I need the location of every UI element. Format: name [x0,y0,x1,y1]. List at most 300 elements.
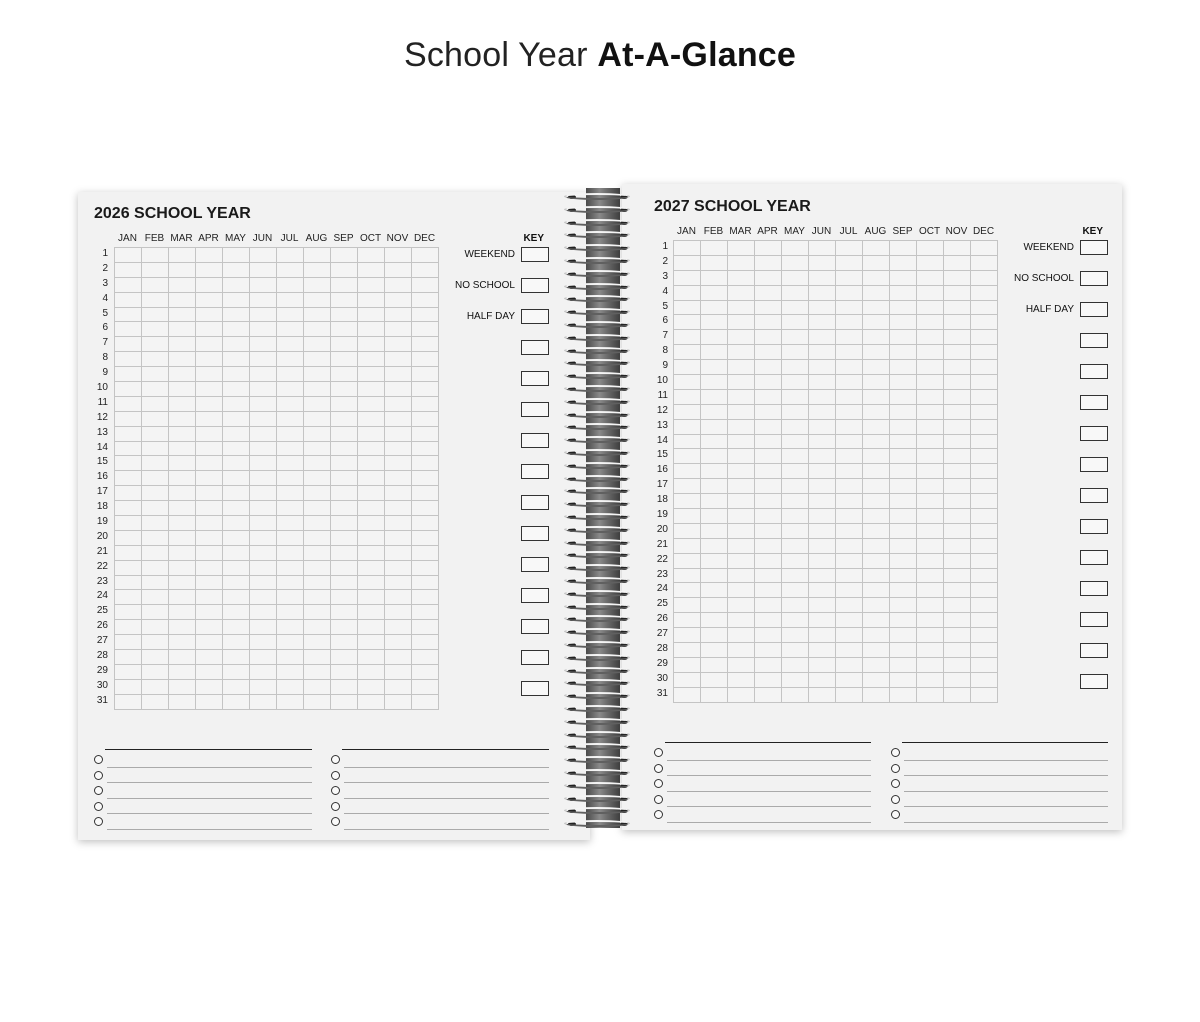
calendar-cell[interactable] [304,561,331,576]
note-line[interactable] [344,829,549,830]
calendar-cell[interactable] [890,286,917,301]
checkbox-circle[interactable] [331,786,340,795]
calendar-cell[interactable] [755,583,782,598]
calendar-cell[interactable] [223,650,250,665]
calendar-cell[interactable] [890,464,917,479]
calendar-cell[interactable] [277,590,304,605]
calendar-cell[interactable] [223,620,250,635]
calendar-cell[interactable] [809,464,836,479]
calendar-cell[interactable] [169,337,196,352]
calendar-cell[interactable] [250,322,277,337]
checkbox-circle[interactable] [654,748,663,757]
calendar-cell[interactable] [250,546,277,561]
key-color-box[interactable] [1080,674,1108,689]
calendar-cell[interactable] [331,471,358,486]
calendar-cell[interactable] [196,442,223,457]
calendar-cell[interactable] [196,590,223,605]
calendar-cell[interactable] [358,590,385,605]
calendar-cell[interactable] [755,658,782,673]
calendar-cell[interactable] [728,464,755,479]
calendar-cell[interactable] [250,278,277,293]
calendar-cell[interactable] [755,360,782,375]
calendar-cell[interactable] [917,390,944,405]
calendar-cell[interactable] [358,501,385,516]
key-color-box[interactable] [1080,240,1108,255]
checkbox-circle[interactable] [891,810,900,819]
calendar-cell[interactable] [277,248,304,263]
calendar-cell[interactable] [358,263,385,278]
calendar-cell[interactable] [169,263,196,278]
calendar-cell[interactable] [863,524,890,539]
calendar-cell[interactable] [223,367,250,382]
calendar-cell[interactable] [674,658,701,673]
calendar-cell[interactable] [358,397,385,412]
calendar-cell[interactable] [728,688,755,703]
calendar-cell[interactable] [196,308,223,323]
key-color-box[interactable] [1080,550,1108,565]
calendar-cell[interactable] [142,397,169,412]
calendar-cell[interactable] [863,673,890,688]
calendar-cell[interactable] [917,286,944,301]
calendar-cell[interactable] [701,643,728,658]
calendar-cell[interactable] [863,420,890,435]
checkbox-circle[interactable] [654,795,663,804]
calendar-cell[interactable] [917,583,944,598]
calendar-cell[interactable] [809,628,836,643]
calendar-cell[interactable] [782,628,809,643]
calendar-cell[interactable] [331,680,358,695]
calendar-cell[interactable] [277,471,304,486]
calendar-cell[interactable] [196,263,223,278]
calendar-cell[interactable] [809,435,836,450]
calendar-cell[interactable] [277,442,304,457]
calendar-cell[interactable] [890,256,917,271]
calendar-cell[interactable] [331,397,358,412]
calendar-cell[interactable] [674,509,701,524]
calendar-cell[interactable] [358,695,385,710]
calendar-cell[interactable] [863,449,890,464]
calendar-cell[interactable] [836,658,863,673]
calendar-cell[interactable] [115,665,142,680]
calendar-cell[interactable] [115,397,142,412]
calendar-cell[interactable] [674,345,701,360]
calendar-cell[interactable] [890,390,917,405]
calendar-cell[interactable] [169,650,196,665]
calendar-cell[interactable] [836,464,863,479]
calendar-cell[interactable] [890,613,917,628]
calendar-cell[interactable] [223,248,250,263]
calendar-cell[interactable] [250,456,277,471]
calendar-cell[interactable] [304,486,331,501]
calendar-cell[interactable] [115,561,142,576]
checkbox-circle[interactable] [331,771,340,780]
calendar-cell[interactable] [917,554,944,569]
calendar-cell[interactable] [836,301,863,316]
calendar-cell[interactable] [304,531,331,546]
calendar-cell[interactable] [223,308,250,323]
calendar-cell[interactable] [304,635,331,650]
calendar-grid[interactable] [673,240,998,703]
key-color-box[interactable] [1080,488,1108,503]
calendar-cell[interactable] [728,598,755,613]
calendar-cell[interactable] [196,248,223,263]
checkbox-circle[interactable] [654,764,663,773]
key-color-box[interactable] [521,464,549,479]
calendar-cell[interactable] [196,516,223,531]
calendar-cell[interactable] [863,315,890,330]
calendar-cell[interactable] [836,330,863,345]
calendar-cell[interactable] [674,628,701,643]
calendar-cell[interactable] [142,531,169,546]
calendar-cell[interactable] [809,286,836,301]
calendar-cell[interactable] [674,360,701,375]
key-color-box[interactable] [1080,271,1108,286]
calendar-cell[interactable] [169,248,196,263]
calendar-cell[interactable] [890,360,917,375]
key-color-box[interactable] [521,681,549,696]
checkbox-circle[interactable] [94,817,103,826]
calendar-cell[interactable] [755,643,782,658]
calendar-cell[interactable] [358,278,385,293]
calendar-cell[interactable] [304,412,331,427]
calendar-cell[interactable] [223,546,250,561]
calendar-cell[interactable] [250,561,277,576]
calendar-cell[interactable] [142,635,169,650]
calendar-cell[interactable] [277,665,304,680]
calendar-cell[interactable] [809,390,836,405]
calendar-cell[interactable] [223,352,250,367]
calendar-cell[interactable] [115,486,142,501]
calendar-cell[interactable] [277,293,304,308]
note-line[interactable] [667,822,871,823]
calendar-cell[interactable] [863,271,890,286]
calendar-cell[interactable] [836,435,863,450]
calendar-cell[interactable] [809,598,836,613]
calendar-cell[interactable] [358,605,385,620]
calendar-cell[interactable] [142,501,169,516]
calendar-cell[interactable] [836,271,863,286]
calendar-cell[interactable] [809,345,836,360]
calendar-cell[interactable] [674,241,701,256]
calendar-cell[interactable] [304,382,331,397]
calendar-cell[interactable] [115,605,142,620]
calendar-cell[interactable] [196,561,223,576]
calendar-cell[interactable] [169,293,196,308]
calendar-cell[interactable] [142,337,169,352]
calendar-cell[interactable] [142,456,169,471]
calendar-cell[interactable] [196,501,223,516]
calendar-cell[interactable] [917,598,944,613]
calendar-cell[interactable] [223,635,250,650]
calendar-cell[interactable] [115,322,142,337]
calendar-cell[interactable] [304,680,331,695]
calendar-cell[interactable] [304,546,331,561]
calendar-cell[interactable] [196,397,223,412]
key-color-box[interactable] [521,309,549,324]
calendar-cell[interactable] [728,286,755,301]
calendar-cell[interactable] [250,576,277,591]
calendar-cell[interactable] [701,390,728,405]
calendar-cell[interactable] [701,301,728,316]
calendar-cell[interactable] [250,382,277,397]
calendar-cell[interactable] [863,643,890,658]
calendar-cell[interactable] [809,301,836,316]
calendar-cell[interactable] [250,605,277,620]
calendar-cell[interactable] [223,263,250,278]
calendar-cell[interactable] [142,248,169,263]
calendar-cell[interactable] [223,501,250,516]
calendar-cell[interactable] [728,643,755,658]
calendar-cell[interactable] [142,561,169,576]
calendar-cell[interactable] [674,524,701,539]
calendar-cell[interactable] [223,516,250,531]
calendar-cell[interactable] [863,583,890,598]
calendar-cell[interactable] [782,375,809,390]
calendar-cell[interactable] [890,524,917,539]
calendar-cell[interactable] [701,405,728,420]
calendar-cell[interactable] [331,442,358,457]
calendar-cell[interactable] [169,695,196,710]
calendar-cell[interactable] [115,382,142,397]
calendar-cell[interactable] [223,680,250,695]
calendar-cell[interactable] [115,427,142,442]
calendar-cell[interactable] [836,405,863,420]
calendar-cell[interactable] [358,456,385,471]
calendar-cell[interactable] [169,427,196,442]
calendar-cell[interactable] [863,405,890,420]
calendar-cell[interactable] [863,301,890,316]
calendar-cell[interactable] [782,598,809,613]
calendar-cell[interactable] [701,330,728,345]
calendar-cell[interactable] [358,531,385,546]
calendar-cell[interactable] [728,435,755,450]
calendar-cell[interactable] [917,449,944,464]
calendar-cell[interactable] [782,315,809,330]
calendar-cell[interactable] [701,286,728,301]
key-color-box[interactable] [521,495,549,510]
calendar-cell[interactable] [358,665,385,680]
calendar-cell[interactable] [809,449,836,464]
calendar-cell[interactable] [917,420,944,435]
checkbox-circle[interactable] [331,817,340,826]
calendar-cell[interactable] [331,531,358,546]
calendar-cell[interactable] [836,569,863,584]
calendar-cell[interactable] [277,635,304,650]
calendar-cell[interactable] [331,293,358,308]
calendar-cell[interactable] [169,308,196,323]
calendar-cell[interactable] [917,688,944,703]
calendar-cell[interactable] [142,486,169,501]
calendar-cell[interactable] [755,256,782,271]
checkbox-circle[interactable] [94,802,103,811]
calendar-cell[interactable] [169,397,196,412]
calendar-cell[interactable] [304,471,331,486]
calendar-cell[interactable] [277,397,304,412]
calendar-cell[interactable] [250,531,277,546]
calendar-cell[interactable] [890,688,917,703]
calendar-cell[interactable] [169,382,196,397]
calendar-cell[interactable] [701,479,728,494]
calendar-cell[interactable] [755,271,782,286]
calendar-cell[interactable] [836,539,863,554]
key-color-box[interactable] [1080,581,1108,596]
calendar-cell[interactable] [115,308,142,323]
calendar-cell[interactable] [250,367,277,382]
calendar-cell[interactable] [277,516,304,531]
calendar-cell[interactable] [304,576,331,591]
calendar-cell[interactable] [890,449,917,464]
calendar-cell[interactable] [304,650,331,665]
calendar-cell[interactable] [863,435,890,450]
calendar-cell[interactable] [169,546,196,561]
calendar-cell[interactable] [196,471,223,486]
calendar-cell[interactable] [701,360,728,375]
key-color-box[interactable] [521,650,549,665]
calendar-cell[interactable] [809,256,836,271]
calendar-cell[interactable] [782,673,809,688]
calendar-cell[interactable] [755,539,782,554]
calendar-cell[interactable] [115,680,142,695]
calendar-cell[interactable] [809,569,836,584]
calendar-cell[interactable] [223,442,250,457]
calendar-cell[interactable] [782,539,809,554]
calendar-cell[interactable] [304,248,331,263]
calendar-cell[interactable] [674,569,701,584]
calendar-cell[interactable] [836,673,863,688]
calendar-cell[interactable] [674,479,701,494]
calendar-cell[interactable] [701,628,728,643]
calendar-cell[interactable] [917,271,944,286]
calendar-cell[interactable] [304,263,331,278]
calendar-cell[interactable] [863,464,890,479]
checkbox-circle[interactable] [94,786,103,795]
calendar-cell[interactable] [196,322,223,337]
calendar-cell[interactable] [701,569,728,584]
calendar-cell[interactable] [196,352,223,367]
calendar-cell[interactable] [304,367,331,382]
calendar-cell[interactable] [917,509,944,524]
calendar-cell[interactable] [755,405,782,420]
calendar-cell[interactable] [250,412,277,427]
calendar-cell[interactable] [917,673,944,688]
calendar-cell[interactable] [142,516,169,531]
calendar-cell[interactable] [809,405,836,420]
calendar-cell[interactable] [169,501,196,516]
key-color-box[interactable] [521,371,549,386]
calendar-cell[interactable] [863,256,890,271]
calendar-cell[interactable] [115,248,142,263]
calendar-cell[interactable] [358,471,385,486]
notes-heading-line[interactable] [342,749,549,750]
calendar-cell[interactable] [728,539,755,554]
calendar-cell[interactable] [277,367,304,382]
calendar-cell[interactable] [169,590,196,605]
calendar-cell[interactable] [782,435,809,450]
calendar-cell[interactable] [142,576,169,591]
calendar-cell[interactable] [142,620,169,635]
calendar-cell[interactable] [809,360,836,375]
calendar-cell[interactable] [674,494,701,509]
calendar-cell[interactable] [196,576,223,591]
calendar-cell[interactable] [115,620,142,635]
calendar-cell[interactable] [674,301,701,316]
calendar-cell[interactable] [728,509,755,524]
calendar-cell[interactable] [728,330,755,345]
calendar-cell[interactable] [755,390,782,405]
calendar-cell[interactable] [331,456,358,471]
calendar-cell[interactable] [836,509,863,524]
calendar-cell[interactable] [863,494,890,509]
calendar-cell[interactable] [142,352,169,367]
calendar-cell[interactable] [782,464,809,479]
calendar-cell[interactable] [304,337,331,352]
calendar-cell[interactable] [277,456,304,471]
calendar-cell[interactable] [142,427,169,442]
calendar-cell[interactable] [728,271,755,286]
calendar-cell[interactable] [782,643,809,658]
calendar-cell[interactable] [142,382,169,397]
calendar-cell[interactable] [115,501,142,516]
calendar-cell[interactable] [331,248,358,263]
calendar-cell[interactable] [701,539,728,554]
notes-heading-line[interactable] [665,742,871,743]
key-color-box[interactable] [521,402,549,417]
calendar-cell[interactable] [142,650,169,665]
key-color-box[interactable] [521,557,549,572]
calendar-cell[interactable] [809,479,836,494]
checkbox-circle[interactable] [891,779,900,788]
calendar-cell[interactable] [142,367,169,382]
calendar-cell[interactable] [917,375,944,390]
calendar-cell[interactable] [728,301,755,316]
calendar-cell[interactable] [358,293,385,308]
calendar-cell[interactable] [782,658,809,673]
calendar-cell[interactable] [331,501,358,516]
calendar-cell[interactable] [701,449,728,464]
calendar-cell[interactable] [890,375,917,390]
calendar-cell[interactable] [836,613,863,628]
calendar-cell[interactable] [863,539,890,554]
key-color-box[interactable] [1080,426,1108,441]
calendar-cell[interactable] [304,293,331,308]
calendar-cell[interactable] [755,509,782,524]
calendar-cell[interactable] [836,375,863,390]
calendar-cell[interactable] [331,516,358,531]
checkbox-circle[interactable] [891,764,900,773]
calendar-cell[interactable] [250,263,277,278]
calendar-cell[interactable] [115,531,142,546]
calendar-cell[interactable] [196,456,223,471]
calendar-cell[interactable] [863,688,890,703]
key-color-box[interactable] [1080,395,1108,410]
calendar-cell[interactable] [836,256,863,271]
calendar-cell[interactable] [196,680,223,695]
calendar-cell[interactable] [250,442,277,457]
calendar-cell[interactable] [728,345,755,360]
calendar-cell[interactable] [836,524,863,539]
calendar-cell[interactable] [196,412,223,427]
calendar-cell[interactable] [836,688,863,703]
calendar-cell[interactable] [701,464,728,479]
calendar-cell[interactable] [890,554,917,569]
calendar-cell[interactable] [331,427,358,442]
calendar-cell[interactable] [917,345,944,360]
calendar-cell[interactable] [223,471,250,486]
calendar-cell[interactable] [863,330,890,345]
calendar-cell[interactable] [196,620,223,635]
checkbox-circle[interactable] [94,771,103,780]
calendar-cell[interactable] [809,613,836,628]
